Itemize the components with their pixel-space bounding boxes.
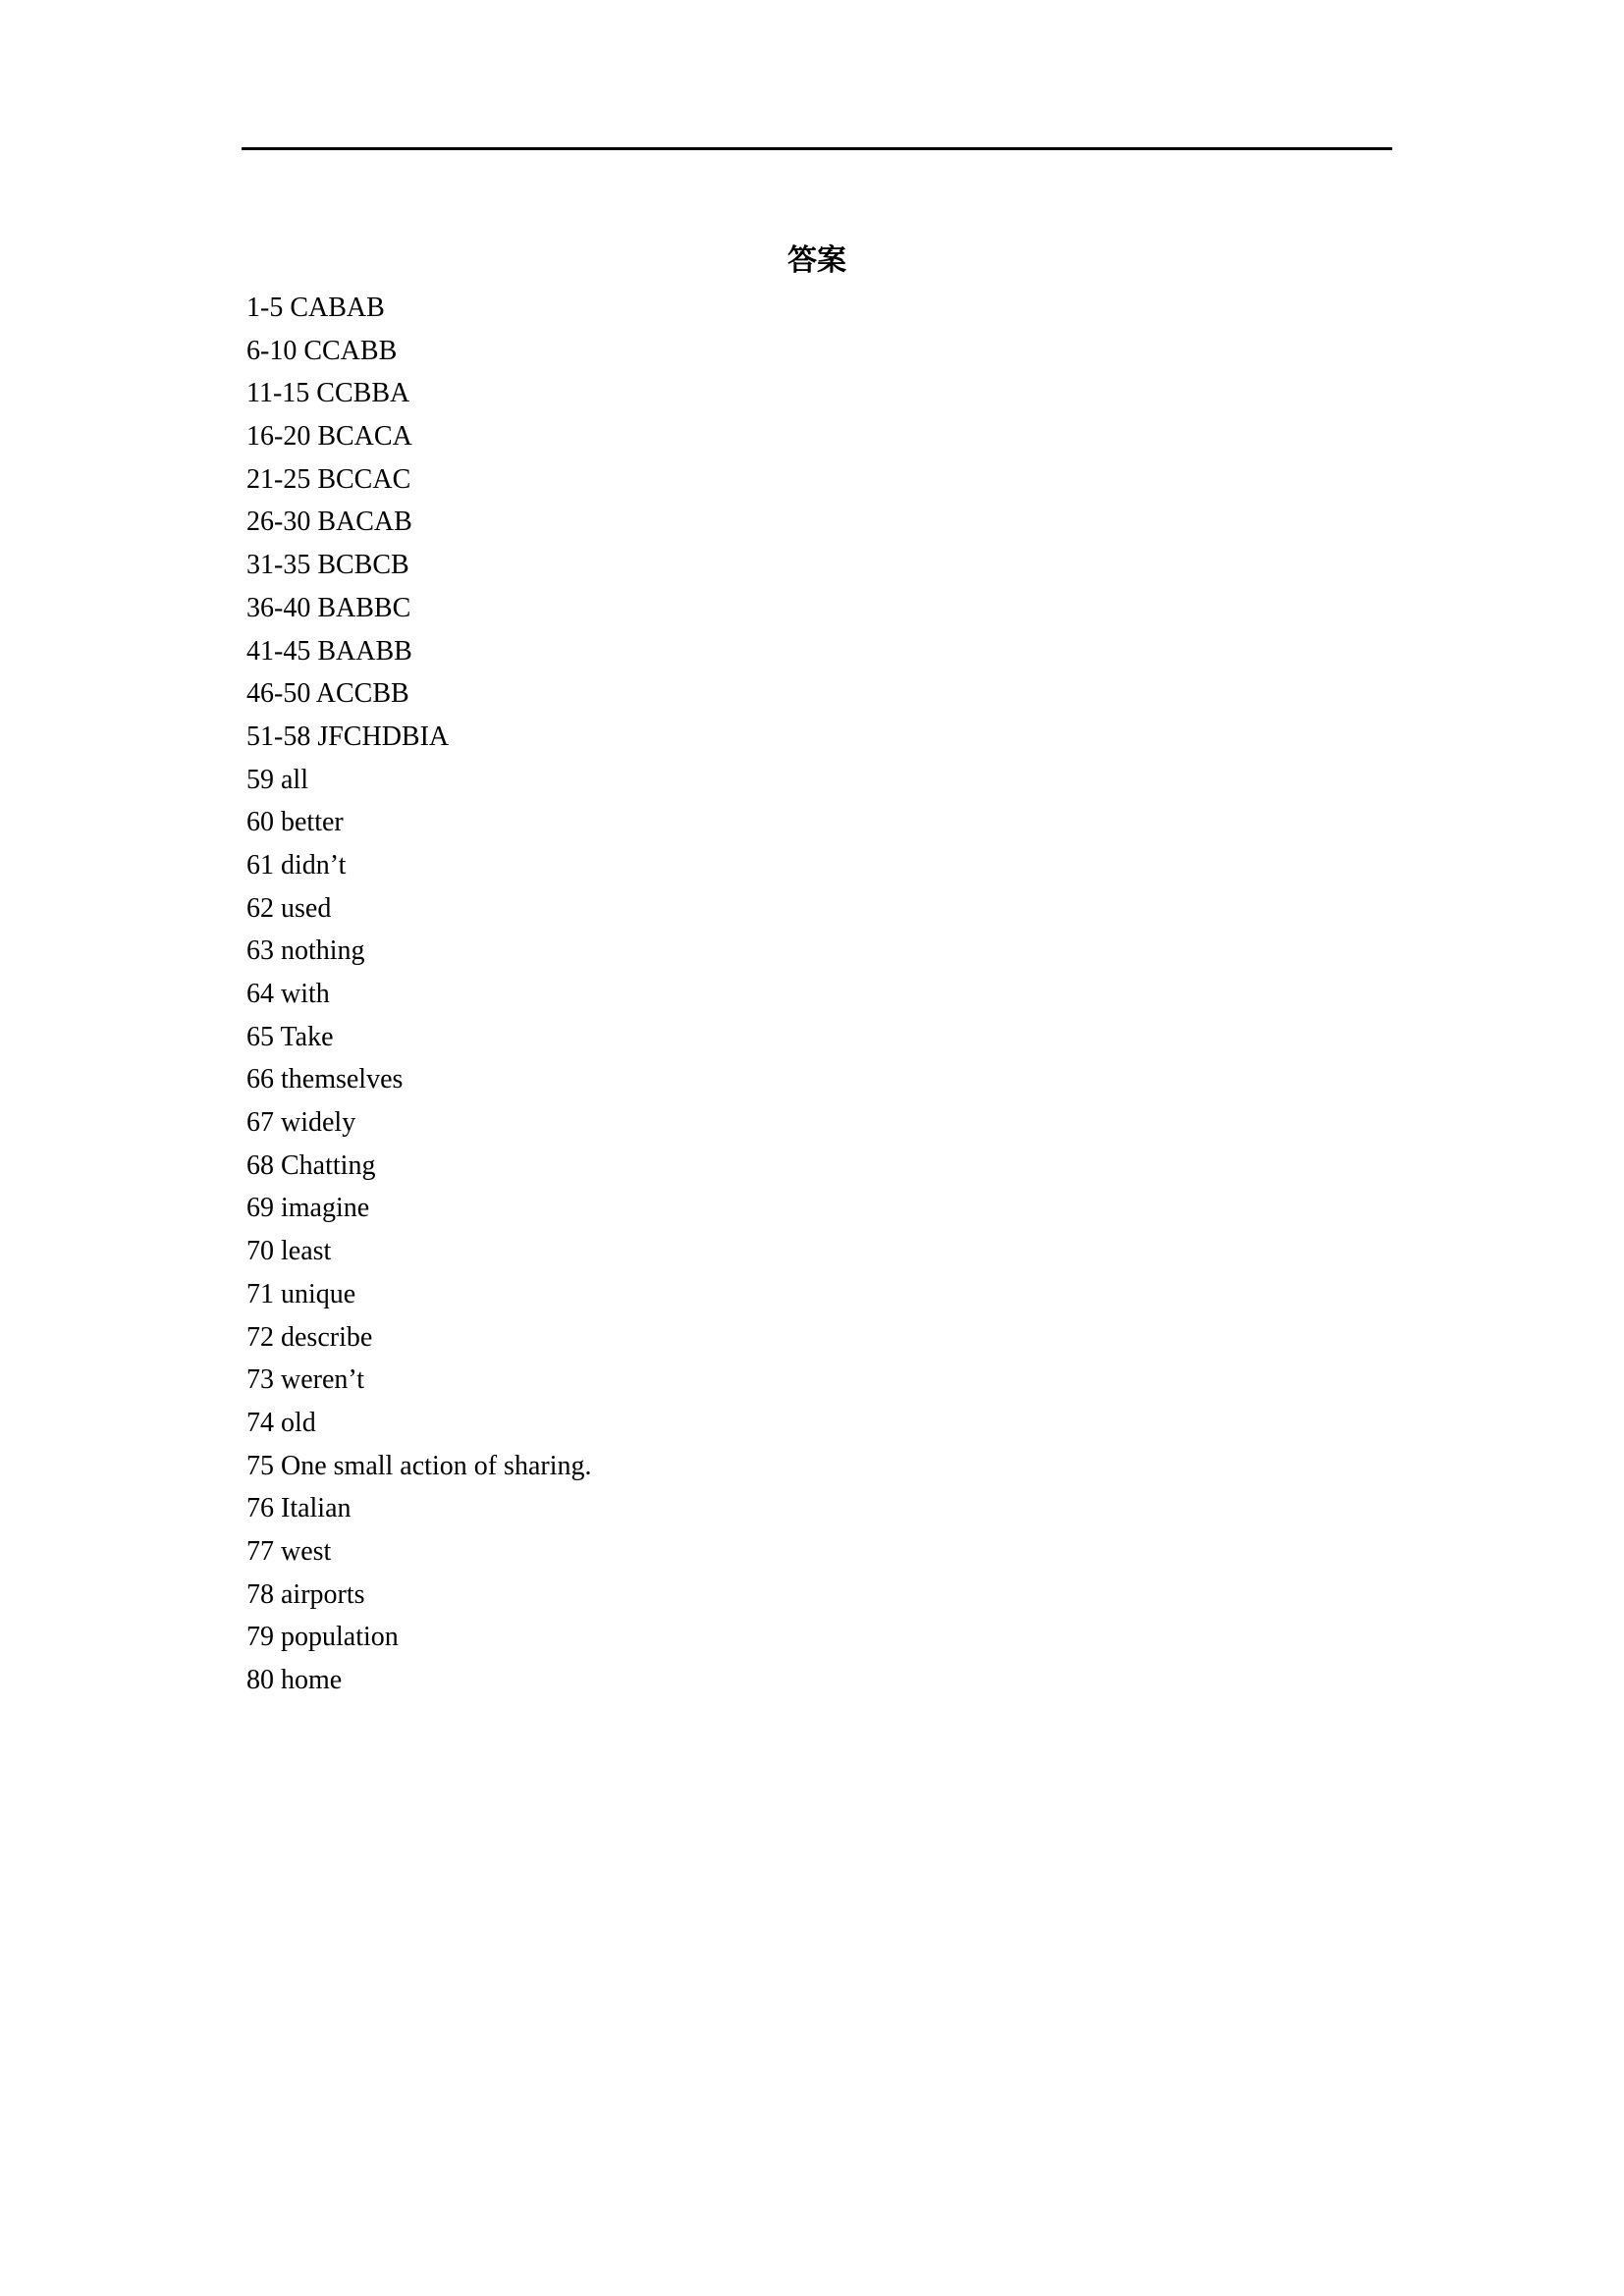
answer-line: 64 with [246, 979, 330, 1009]
page-title: 答案 [787, 243, 846, 278]
answer-line: 74 old [246, 1407, 316, 1438]
answer-line: 65 Take [246, 1021, 334, 1052]
answer-line: 41-45 BAABB [246, 635, 412, 667]
answer-line: 59 all [246, 764, 308, 795]
answer-line: 73 weren’t [246, 1364, 364, 1396]
answer-line: 72 describe [246, 1321, 373, 1353]
answer-line: 36-40 BABBC [246, 592, 411, 623]
answer-line: 67 widely [246, 1107, 356, 1139]
answer-line: 79 population [246, 1622, 399, 1653]
answer-line: 69 imagine [246, 1193, 370, 1224]
answer-line: 51-58 JFCHDBIA [246, 721, 450, 752]
answer-line: 78 airports [246, 1578, 365, 1610]
answer-line: 11-15 CCBBA [246, 378, 410, 409]
answer-line: 46-50 ACCBB [246, 678, 409, 710]
answer-line: 62 used [246, 892, 332, 924]
answer-line: 63 nothing [246, 935, 365, 967]
answer-line: 61 didn’t [246, 849, 347, 881]
answer-line: 1-5 CABAB [246, 293, 385, 323]
answer-list [246, 287, 591, 1702]
answer-line: 80 home [246, 1665, 343, 1695]
answer-line: 75 One small action of sharing. [246, 1450, 592, 1481]
answer-line: 31-35 BCBCB [246, 550, 409, 581]
answer-line: 66 themselves [246, 1064, 404, 1095]
answer-line: 26-30 BACAB [246, 507, 412, 538]
answer-line: 21-25 BCCAC [246, 463, 411, 495]
header-rule [242, 147, 1392, 150]
answer-line: 60 better [246, 807, 344, 838]
answer-line: 16-20 BCACA [246, 421, 412, 453]
answer-line: 68 Chatting [246, 1149, 376, 1181]
answer-line: 71 unique [246, 1278, 356, 1309]
answer-line: 77 west [246, 1535, 332, 1567]
answer-line: 6-10 CCABB [246, 335, 398, 366]
answer-line: 76 Italian [246, 1493, 352, 1524]
answer-line: 70 least [246, 1236, 332, 1267]
